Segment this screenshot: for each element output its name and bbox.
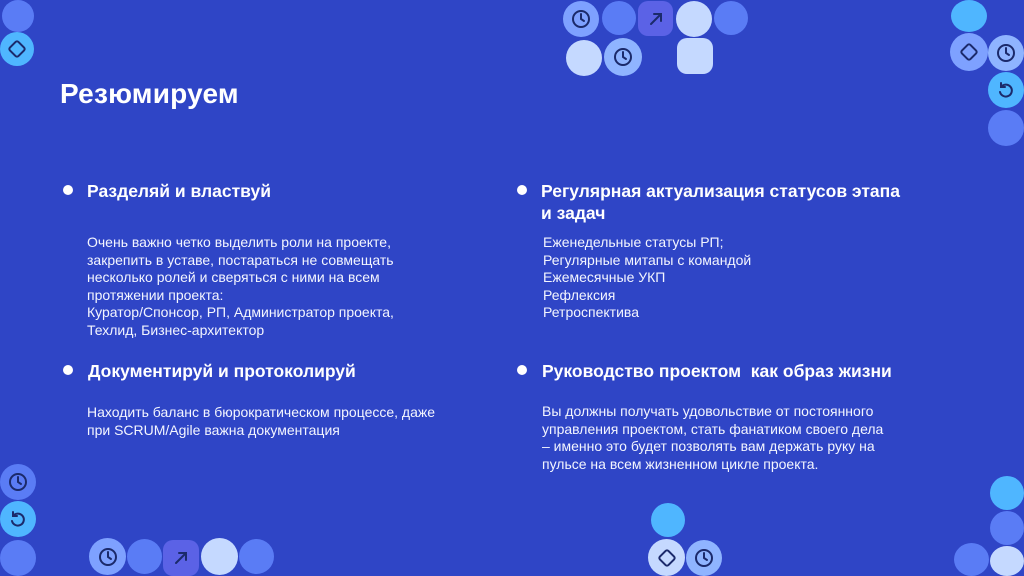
decor-clock-badge	[0, 464, 36, 500]
decor-circle	[566, 40, 602, 76]
section-heading-status: Регулярная актуализация статусов этапа и задач	[541, 181, 900, 223]
decor-circle	[951, 0, 987, 32]
bullet-dot	[63, 365, 73, 375]
section-heading-docs: Документируй и протоколируй	[88, 361, 356, 381]
diamond-icon	[958, 41, 980, 63]
decor-circle	[201, 538, 238, 575]
section-heading-lifestyle: Руководство проектом как образ жизни	[542, 361, 892, 381]
decor-circle	[990, 511, 1024, 545]
decor-circle	[990, 546, 1024, 576]
decor-diamond-badge	[950, 33, 988, 71]
refresh-icon	[995, 79, 1017, 101]
bullet-dot	[63, 185, 73, 195]
arrow-up-right-icon	[646, 9, 666, 29]
decor-clock-badge	[988, 35, 1024, 71]
decor-circle	[676, 1, 712, 37]
decor-circle	[602, 1, 636, 35]
section-body-lifestyle: Вы должны получать удовольствие от постоянного управления проектом, стать фанатиком своего дела – именно это будет позволять вам держать руку на пульсе на всем жизненном цикле проекта.	[542, 403, 884, 472]
decor-circle	[988, 110, 1024, 146]
bullet-dot	[517, 185, 527, 195]
decor-clock-badge	[89, 538, 126, 575]
clock-icon	[612, 46, 634, 68]
decor-diamond-badge	[0, 32, 34, 66]
clock-icon	[995, 42, 1017, 64]
decor-clock-badge	[563, 1, 599, 37]
decor-square	[677, 38, 713, 74]
refresh-icon	[7, 508, 29, 530]
decor-refresh-badge	[988, 72, 1024, 108]
decor-circle	[651, 503, 685, 537]
diamond-icon	[6, 38, 28, 60]
slide-title: Резюмируем	[60, 78, 239, 109]
decor-circle	[990, 476, 1024, 510]
clock-icon	[570, 8, 592, 30]
section-body-roles: Очень важно четко выделить роли на проекте, закрепить в уставе, постараться не совмещать несколько ролей и сверяться с ними на всем протяжении проекта: Куратор/Спонсор, РП, Администратор проекта, Техлид, Бизнес-архитектор	[87, 234, 394, 338]
decor-arrow-badge	[163, 540, 199, 576]
section-heading-roles: Разделяй и властвуй	[87, 181, 271, 201]
decor-circle	[0, 540, 36, 576]
decor-arrow-badge	[638, 1, 673, 36]
decor-circle	[2, 0, 34, 32]
section-body-docs: Находить баланс в бюрократическом процессе, даже при SCRUM/Agile важна документация	[87, 404, 436, 438]
decor-circle	[239, 539, 274, 574]
diamond-icon	[656, 547, 678, 569]
decor-refresh-badge	[0, 501, 36, 537]
arrow-up-right-icon	[171, 548, 191, 568]
clock-icon	[693, 547, 715, 569]
clock-icon	[7, 471, 29, 493]
bullet-dot	[517, 365, 527, 375]
decor-clock-badge	[604, 38, 642, 76]
decor-circle	[954, 543, 989, 576]
decor-clock-badge	[686, 540, 722, 576]
clock-icon	[97, 546, 119, 568]
section-body-status: Еженедельные статусы РП; Регулярные митапы с командой Ежемесячные УКП Рефлексия Ретроспектива	[543, 234, 752, 320]
decor-circle	[714, 1, 748, 35]
decor-circle	[127, 539, 162, 574]
decor-diamond-badge	[648, 539, 685, 576]
